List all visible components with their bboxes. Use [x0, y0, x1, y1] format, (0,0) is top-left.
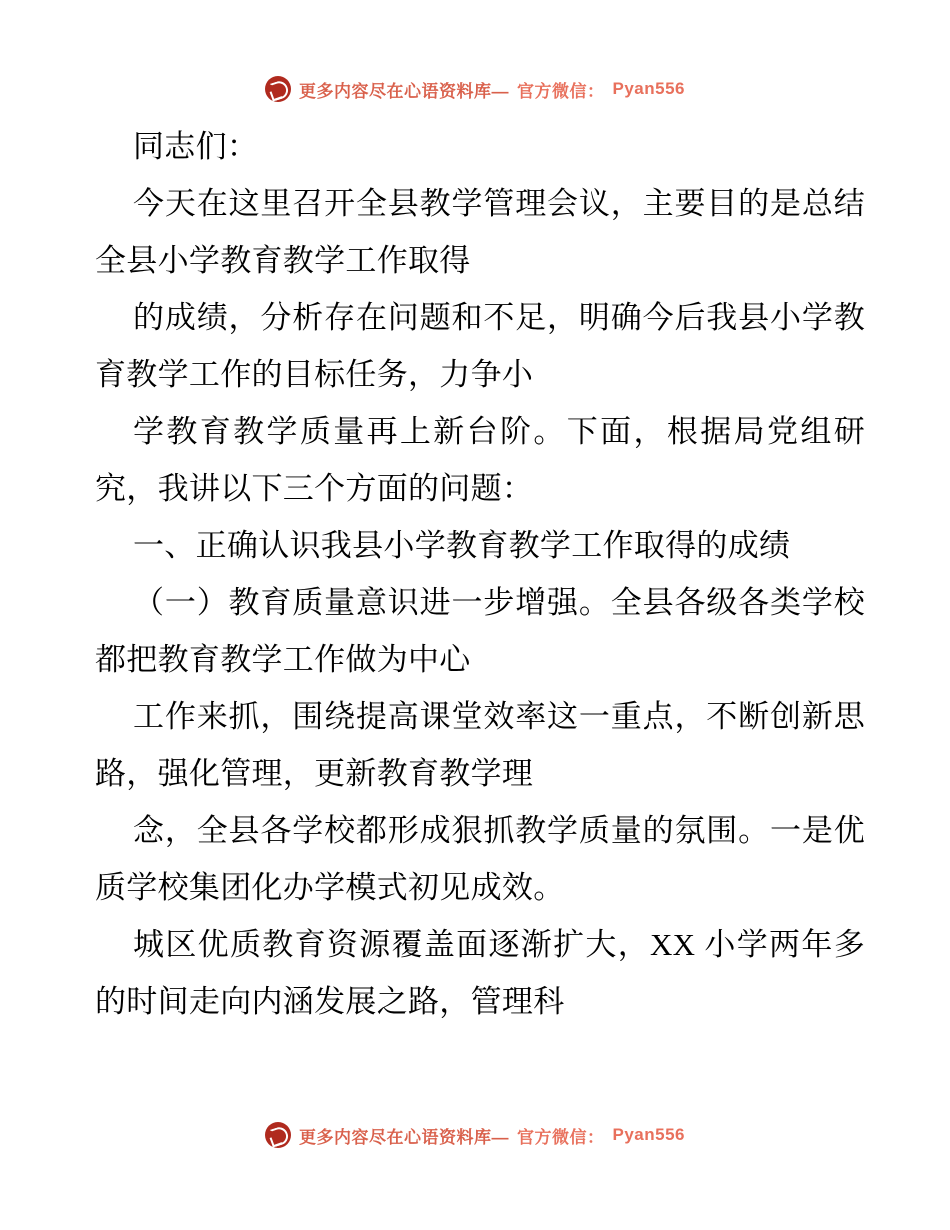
- paragraph-2: 今天在这里召开全县教学管理会议，主要目的是总结全县小学教育教学工作取得: [95, 186, 865, 278]
- paragraph-6: （一）教育质量意识进一步增强。全县各级各类学校都把教育教学工作做为中心: [95, 585, 865, 677]
- document-text-body: [95, 118, 865, 1030]
- paragraph-1: 同志们：: [133, 129, 259, 164]
- watermark-banner-bottom: [0, 1122, 950, 1148]
- paragraph-4: 学教育教学质量再上新台阶。下面，根据局党组研究，我讲以下三个方面的问题：: [95, 414, 865, 506]
- watermark-sub-label: 官方微信：: [517, 81, 605, 101]
- watermark-account-id: Pyan556: [612, 1125, 685, 1144]
- paragraph-9: 城区优质教育资源覆盖面逐渐扩大，XX 小学两年多的时间走向内涵发展之路，管理科: [95, 927, 865, 1019]
- wechat-circle-logo-icon: [265, 1122, 291, 1148]
- watermark-main-text: 更多内容尽在心语资料库—: [299, 1127, 509, 1147]
- paragraph-8: 念，全县各学校都形成狠抓教学质量的氛围。一是优质学校集团化办学模式初见成效。: [95, 813, 865, 905]
- watermark-account-id: Pyan556: [612, 79, 685, 98]
- paragraph-7: 工作来抓，围绕提高课堂效率这一重点，不断创新思路，强化管理，更新教育教学理: [95, 699, 865, 791]
- watermark-sub-label: 官方微信：: [517, 1127, 605, 1147]
- watermark-main-text: 更多内容尽在心语资料库—: [299, 81, 509, 101]
- wechat-circle-logo-icon: [265, 76, 291, 102]
- watermark-banner-top: [0, 76, 950, 102]
- paragraph-3: 的成绩，分析存在问题和不足，明确今后我县小学教育教学工作的目标任务，力争小: [95, 300, 865, 392]
- paragraph-5-heading: 一、正确认识我县小学教育教学工作取得的成绩: [133, 528, 791, 563]
